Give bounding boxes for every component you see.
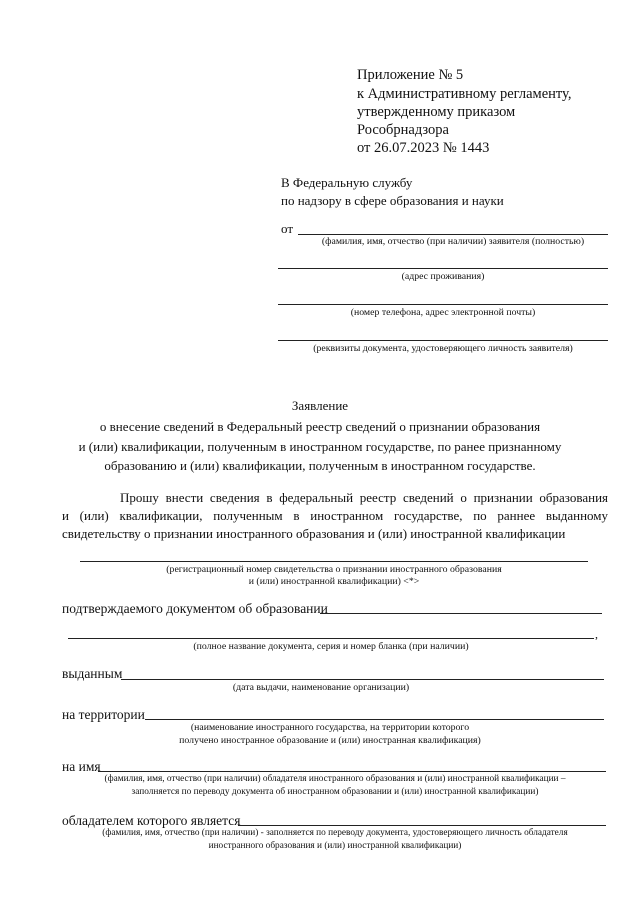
issued-label: выданным — [62, 666, 123, 681]
name-line[interactable] — [98, 771, 606, 772]
statement-subtitle-2: и (или) квалификации, полученным в иностранном государстве, по ранее признанному — [78, 439, 562, 454]
applicant-contacts-caption: (номер телефона, адрес электронной почты) — [350, 307, 536, 318]
statement-title: Заявление — [291, 398, 349, 413]
issued-line[interactable] — [121, 679, 604, 680]
request-line-3: свидетельству о признании иностранного образования и (или) иностранной квалификации — [62, 526, 566, 541]
holder-caption-1: (фамилия, имя, отчество (при наличии) - заполняется по переводу документа, удостоверяющего личность обладателя — [102, 828, 568, 838]
doc-name-comma: , — [595, 627, 598, 641]
addressee-line2: по надзору в сфере образования и науки — [281, 193, 504, 208]
statement-subtitle-1: о внесение сведений в Федеральный реестр сведений о признании образования — [99, 419, 541, 434]
attachment-regulation: к Административному регламенту, — [357, 86, 572, 102]
name-caption-2: заполняется по переводу документа об иностранном образовании и (или) иностранной квалификации) — [131, 787, 539, 797]
doc-name-line[interactable] — [68, 638, 594, 639]
holder-label: обладателем которого является — [62, 813, 241, 828]
reg-number-caption-1: (регистрационный номер свидетельства о признании иностранного образования — [166, 564, 502, 575]
holder-caption-2: иностранного образования и (или) иностранной квалификации) — [208, 841, 462, 851]
applicant-name-line[interactable] — [298, 234, 608, 235]
name-caption-1: (фамилия, имя, отчество (при наличии) обладателя иностранного образования и (или) иностранной квалификации – — [104, 774, 566, 784]
confirmed-doc-line[interactable] — [320, 613, 602, 614]
reg-number-line[interactable] — [80, 561, 588, 562]
confirmed-doc-label: подтверждаемого документом об образовании — [62, 601, 328, 616]
attachment-authority: Рособрнадзора — [357, 122, 449, 138]
reg-number-caption-2: и (или) иностранной квалификации) <*> — [248, 576, 420, 587]
holder-line[interactable] — [238, 825, 606, 826]
territory-line[interactable] — [145, 719, 604, 720]
attachment-approved: утвержденному приказом — [357, 104, 516, 120]
request-paragraph — [62, 489, 608, 543]
territory-caption-1: (наименование иностранного государства, на территории которого — [190, 722, 470, 733]
statement-subtitle-3: образованию и (или) квалификации, полученным в иностранном государстве. — [104, 458, 536, 473]
applicant-address-caption: (адрес проживания) — [401, 271, 485, 282]
applicant-id-line[interactable] — [278, 340, 608, 341]
attachment-order-date: от 26.07.2023 № 1443 — [357, 140, 490, 156]
applicant-address-line[interactable] — [278, 268, 608, 269]
issued-caption: (дата выдачи, наименование организации) — [232, 682, 410, 693]
name-label: на имя — [62, 759, 101, 774]
attachment-number: Приложение № 5 — [357, 67, 464, 83]
territory-label: на территории — [62, 707, 145, 722]
applicant-name-caption: (фамилия, имя, отчество (при наличии) заявителя (полностью) — [321, 236, 585, 247]
addressee-line1: В Федеральную службу — [281, 175, 413, 190]
applicant-contacts-line[interactable] — [278, 304, 608, 305]
doc-name-caption: (полное название документа, серия и номер бланка (при наличии) — [193, 641, 469, 652]
request-line-2: и (или) квалификации, полученным в иностранном государстве, по раннее выданному — [62, 508, 608, 523]
from-label: от — [281, 221, 294, 236]
applicant-id-caption: (реквизиты документа, удостоверяющего личность заявителя) — [313, 343, 573, 354]
request-line-1: Прошу внести сведения в федеральный реестр сведений о признании образования — [120, 490, 608, 505]
territory-caption-2: получено иностранное образование и (или) иностранная квалификация) — [179, 735, 481, 746]
